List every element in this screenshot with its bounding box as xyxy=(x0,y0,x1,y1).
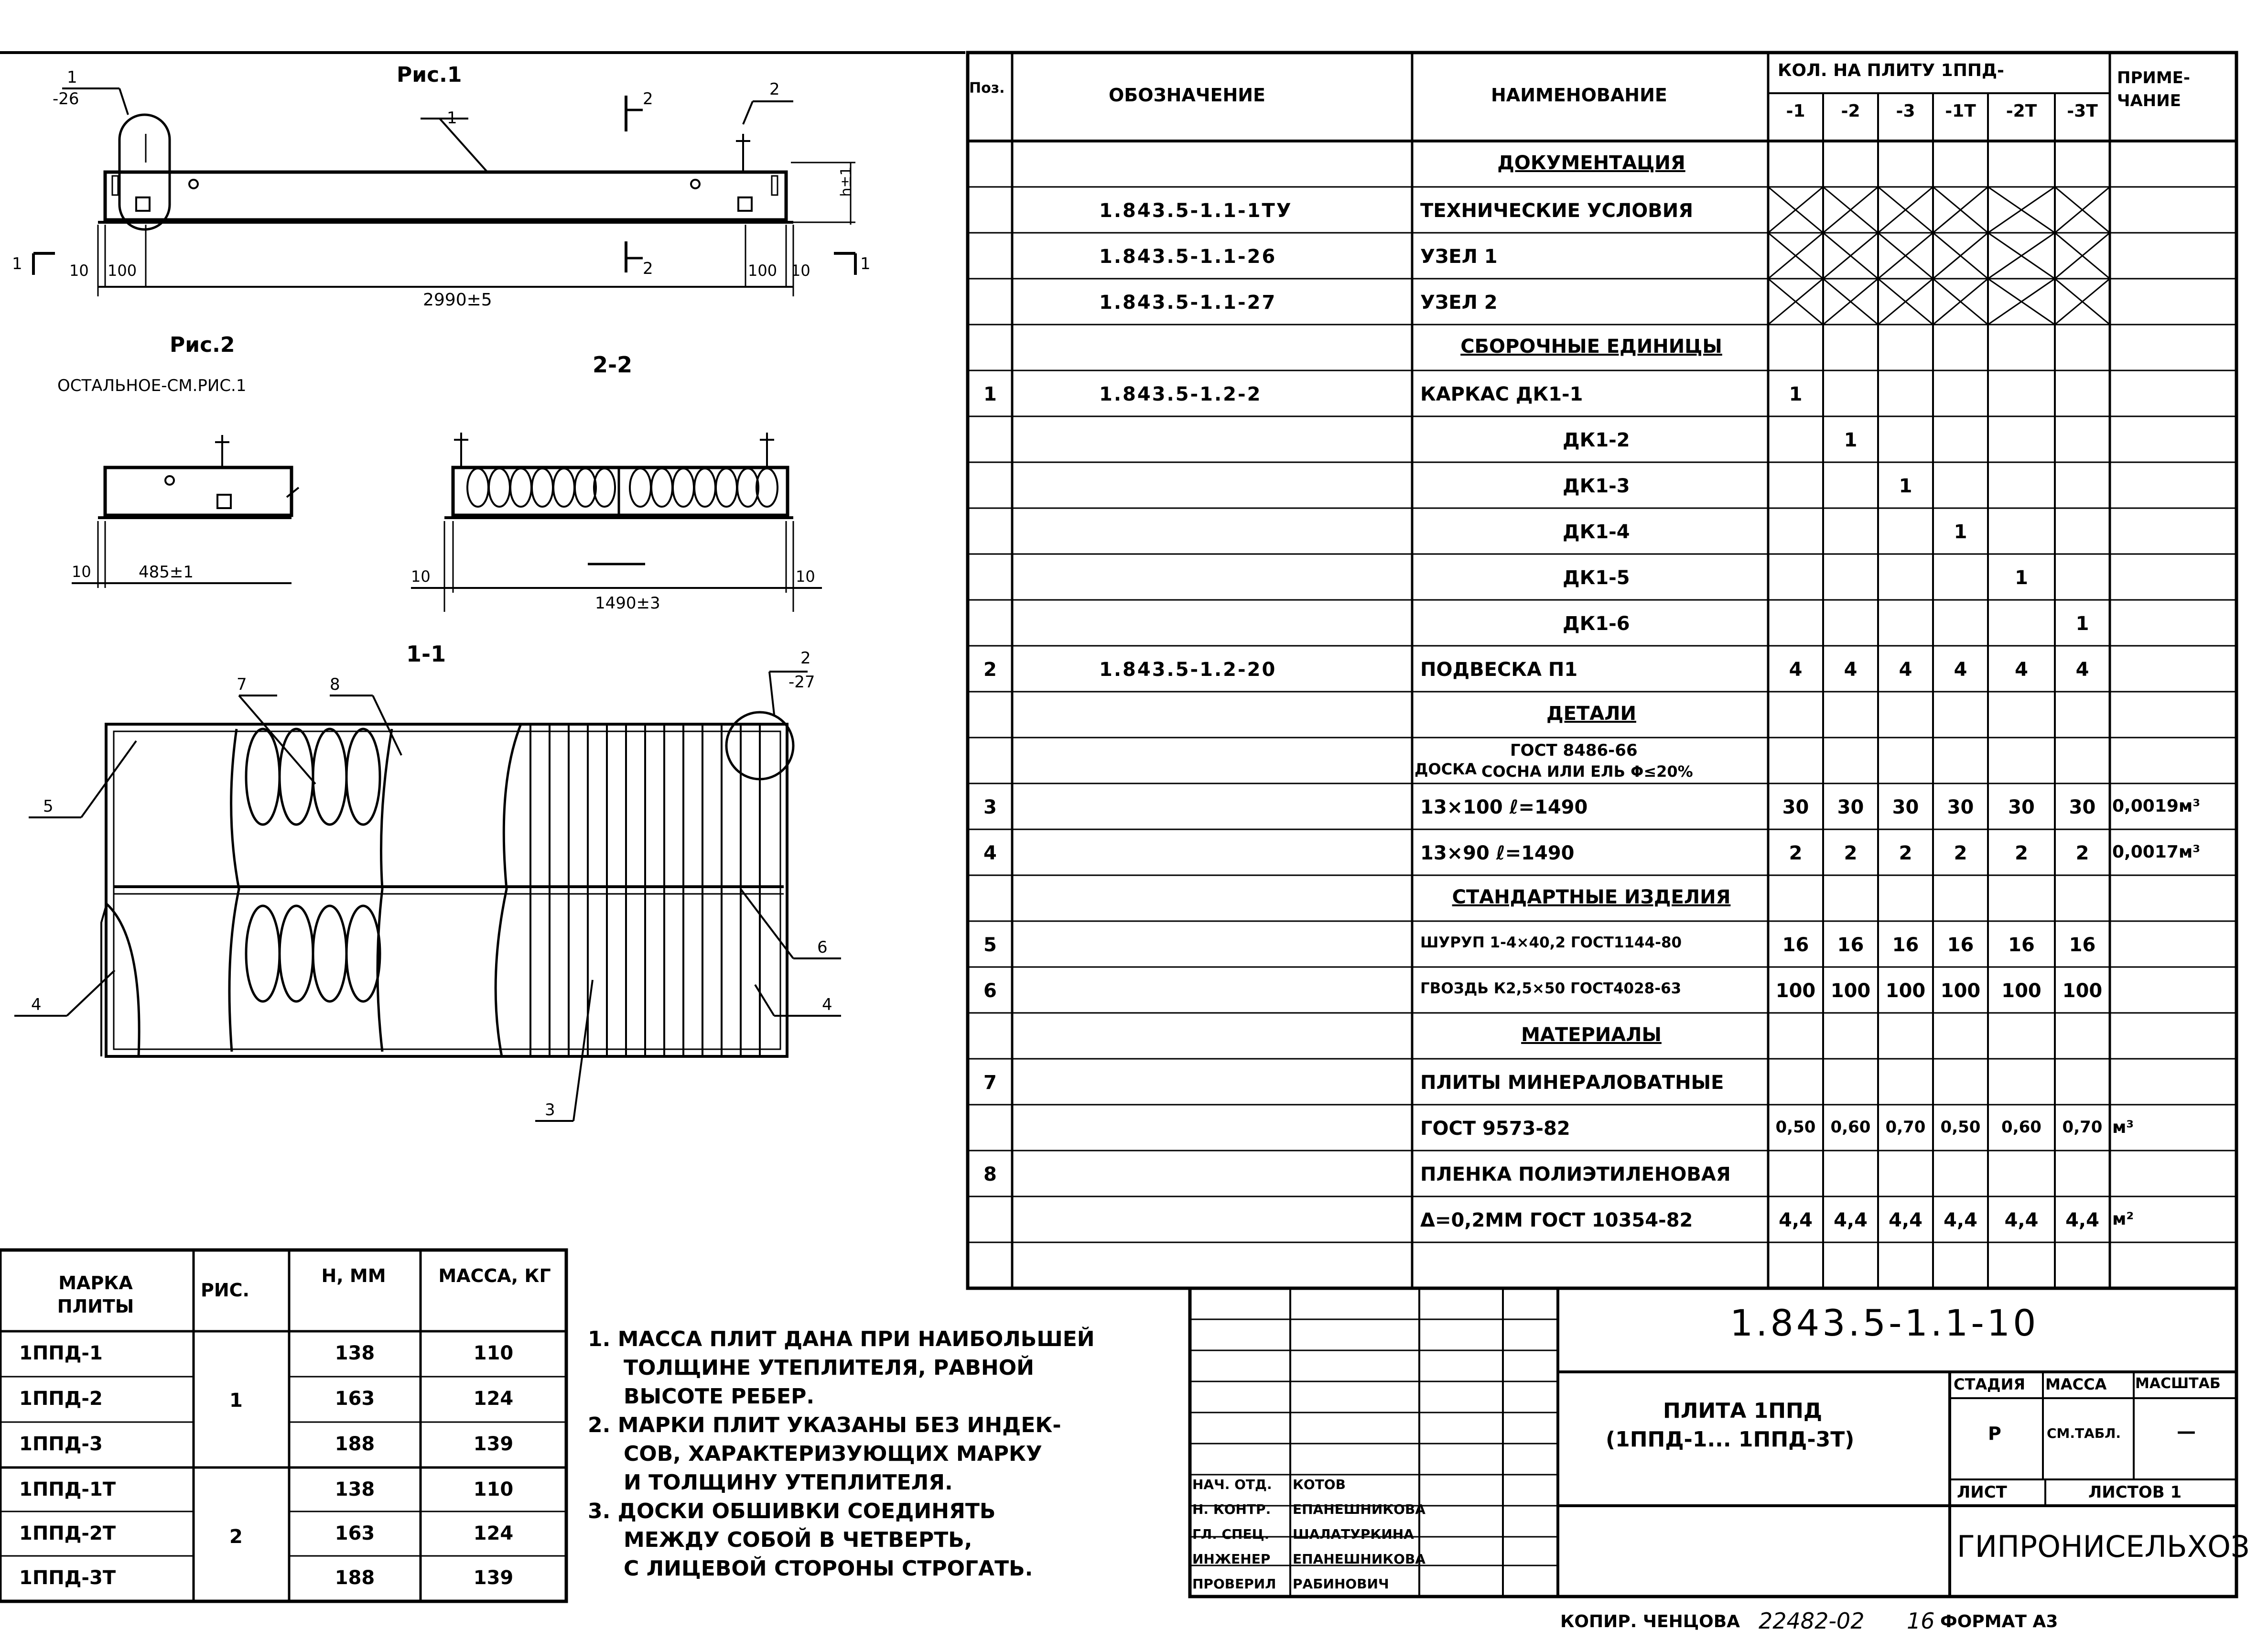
spec-qty-cell: 0,70 xyxy=(2062,1118,2103,1137)
doska-label: ДОСКА xyxy=(1415,760,1477,778)
dim-length: 2990±5 xyxy=(423,290,492,310)
person-role: ИНЖЕНЕР xyxy=(1192,1551,1271,1567)
spec-qty-cell: 30 xyxy=(1782,796,1809,818)
marks-row-h: 163 xyxy=(335,1522,375,1544)
spec-qty-cell: 2 xyxy=(1789,842,1803,864)
spec-qty-cell: 2 xyxy=(2015,842,2028,864)
spec-qty-cell: 2 xyxy=(1844,842,1858,864)
spec-row-name: ГВОЗДЬ К2,5×50 ГОСТ4028-63 xyxy=(1420,980,1682,997)
spec-qty-cell: 4,4 xyxy=(2004,1209,2039,1231)
spec-row-designation: 1.843.5-1.1-26 xyxy=(1099,246,1277,268)
spec-row-note: м³ xyxy=(2112,1118,2134,1137)
spec-qty-cell: 4,4 xyxy=(1834,1209,1868,1231)
spec-row-name: ДК1-5 xyxy=(1563,567,1630,589)
marks-row-mark: 1ППД-1Т xyxy=(19,1478,116,1500)
note-line: 3. ДОСКИ ОБШИВКИ СОЕДИНЯТЬ xyxy=(588,1499,996,1523)
spec-row-name: ДК1-2 xyxy=(1563,429,1630,451)
mass-header: МАССА xyxy=(2045,1375,2107,1393)
marks-row-h: 138 xyxy=(335,1342,375,1364)
spec-qty-cell: 4,4 xyxy=(1944,1209,1977,1231)
sec22-dim-10-right: 10 xyxy=(796,567,815,586)
spec-row-name: Δ=0,2ММ ГОСТ 10354-82 xyxy=(1420,1209,1693,1231)
marks-row-h: 138 xyxy=(335,1478,375,1500)
marks-row-mark: 1ППД-1 xyxy=(19,1342,103,1364)
spec-row-name: ДК1-4 xyxy=(1563,521,1630,543)
spec-row-note: м² xyxy=(2112,1209,2134,1229)
spec-row-pos: 7 xyxy=(983,1072,997,1094)
spec-row-note: 0,0019м³ xyxy=(2112,796,2201,816)
spec-header-note: ПРИМЕ- ЧАНИЕ xyxy=(2117,68,2190,110)
title-line1: ПЛИТА 1ППД xyxy=(1663,1399,1823,1423)
spec-row-name: ТЕХНИЧЕСКИЕ УСЛОВИЯ xyxy=(1420,200,1694,222)
spec-header-designation: ОБОЗНАЧЕНИЕ xyxy=(1109,85,1266,106)
spec-qty-cell: 16 xyxy=(1837,934,1864,956)
dim-100-right: 100 xyxy=(748,261,778,280)
spec-row-name: МАТЕРИАЛЫ xyxy=(1521,1024,1662,1046)
section-1-1-title: 1-1 xyxy=(406,641,446,667)
marks-row-mass: 110 xyxy=(473,1342,514,1364)
person-name: ЕПАНЕШНИКОВА xyxy=(1293,1551,1426,1567)
person-name: КОТОВ xyxy=(1293,1477,1346,1492)
footer-copied: КОПИР. ЧЕНЦОВА xyxy=(1560,1612,1740,1631)
spec-row-name: ШУРУП 1-4×40,2 ГОСТ1144-80 xyxy=(1420,934,1682,951)
spec-row-name: ДОКУМЕНТАЦИЯ xyxy=(1497,152,1685,174)
spec-row-name: СБОРОЧНЫЕ ЕДИНИЦЫ xyxy=(1460,336,1722,358)
mass-value: СМ.ТАБЛ. xyxy=(2047,1425,2121,1441)
pos-label-4-left: 4 xyxy=(31,995,42,1014)
spec-qty-cell: 16 xyxy=(2069,934,2096,956)
marks-row-mass: 110 xyxy=(473,1478,514,1500)
footer-page: 16 xyxy=(1907,1608,1935,1634)
qty-col-header: -2Т xyxy=(2006,101,2037,121)
dim-10-left: 10 xyxy=(69,261,89,280)
pos-label-8: 8 xyxy=(330,675,340,694)
section-2-2-title: 2-2 xyxy=(593,352,633,378)
spec-header-qty: КОЛ. НА ПЛИТУ 1ППД- xyxy=(1778,61,2004,80)
spec-row-pos: 5 xyxy=(983,934,997,956)
pos-label-4-right: 4 xyxy=(822,995,832,1014)
spec-header-pos: Поз. xyxy=(969,80,1005,97)
note-line: ВЫСОТЕ РЕБЕР. xyxy=(624,1384,815,1409)
spec-row-name: ДК1-6 xyxy=(1563,613,1630,635)
section-1-1 xyxy=(14,672,841,1121)
spec-row-name: КАРКАС ДК1-1 xyxy=(1420,383,1583,405)
spec-qty-cell: 2 xyxy=(1954,842,1967,864)
footer-format: ФОРМАТ А3 xyxy=(1940,1612,2058,1631)
spec-row-name: УЗЕЛ 1 xyxy=(1420,246,1498,268)
spec-row-designation: 1.843.5-1.2-2 xyxy=(1099,383,1262,405)
callout-2-label: 2 xyxy=(769,80,780,99)
fig2-title: Рис.2 xyxy=(170,333,235,357)
marks-row-mark: 1ППД-3Т xyxy=(19,1567,116,1589)
spec-qty-cell: 4 xyxy=(1899,659,1912,681)
person-name: ШАЛАТУРКИНА xyxy=(1293,1526,1414,1542)
spec-row-pos: 1 xyxy=(983,383,997,405)
spec-row-name: 13×100 ℓ=1490 xyxy=(1420,796,1588,818)
fig2-note: ОСТАЛЬНОЕ-СМ.РИС.1 xyxy=(57,376,247,395)
callout-1-ref: -26 xyxy=(53,89,79,109)
spec-qty-cell: 2 xyxy=(1899,842,1912,864)
spec-qty-cell: 30 xyxy=(2069,796,2096,818)
fig1-title: Рис.1 xyxy=(397,63,462,87)
spec-qty-cell: 30 xyxy=(1947,796,1974,818)
dim-height: h±1 xyxy=(838,166,855,197)
marks-row-h: 188 xyxy=(335,1433,375,1455)
qty-col-header: -3Т xyxy=(2067,101,2098,121)
spec-row-name: СТАНДАРТНЫЕ ИЗДЕЛИЯ xyxy=(1452,886,1731,908)
spec-qty-cell: 100 xyxy=(1830,980,1871,1002)
note-line: 2. МАРКИ ПЛИТ УКАЗАНЫ БЕЗ ИНДЕК- xyxy=(588,1413,1061,1437)
qty-col-header: -3 xyxy=(1896,101,1915,121)
spec-qty-cell: 16 xyxy=(1892,934,1919,956)
person-role: ГЛ. СПЕЦ. xyxy=(1192,1526,1270,1542)
scale-header: МАСШТАБ xyxy=(2135,1375,2221,1392)
qty-col-header: -1 xyxy=(1786,101,1805,121)
spec-qty-cell: 2 xyxy=(2075,842,2089,864)
pos-label-3: 3 xyxy=(545,1100,555,1119)
qty-col-header: -2 xyxy=(1841,101,1860,121)
note-line: ТОЛЩИНЕ УТЕПЛИТЕЛЯ, РАВНОЙ xyxy=(624,1356,1034,1380)
note-line: МЕЖДУ СОБОЙ В ЧЕТВЕРТЬ, xyxy=(624,1528,972,1552)
marks-row-mass: 124 xyxy=(473,1522,514,1544)
pos-label-7: 7 xyxy=(237,675,247,694)
stage-header: СТАДИЯ xyxy=(1954,1375,2025,1393)
spec-qty-cell: 0,60 xyxy=(2001,1118,2041,1137)
doska-line1: ГОСТ 8486-66 xyxy=(1510,741,1638,760)
figure-1 xyxy=(33,88,855,296)
spec-row-designation: 1.843.5-1.1-27 xyxy=(1099,292,1277,314)
spec-qty-cell: 30 xyxy=(1837,796,1864,818)
marks-header-fig: РИС. xyxy=(201,1280,249,1301)
doska-line2: СОСНА ИЛИ ЕЛЬ Φ≤20% xyxy=(1481,762,1693,781)
spec-qty-cell: 30 xyxy=(2008,796,2035,818)
title-line2: (1ППД-1... 1ППД-3Т) xyxy=(1606,1427,1855,1452)
spec-qty-cell: 0,70 xyxy=(1885,1118,1926,1137)
spec-qty-cell: 1 xyxy=(1954,521,1967,543)
sec22-dim-1490: 1490±3 xyxy=(595,594,660,613)
doc-code: 1.843.5-1.1-10 xyxy=(1730,1302,2039,1344)
spec-row-name: ПЛЕНКА ПОЛИЭТИЛЕНОВАЯ xyxy=(1420,1163,1731,1185)
sec22-dim-10-left: 10 xyxy=(411,567,431,586)
section-mark-2-bottom: 2 xyxy=(643,259,653,278)
spec-qty-cell: 16 xyxy=(1947,934,1974,956)
person-name: РАБИНОВИЧ xyxy=(1293,1576,1389,1592)
spec-qty-cell: 16 xyxy=(2008,934,2035,956)
dim-100-left: 100 xyxy=(108,261,137,280)
marks-row-mark: 1ППД-2Т xyxy=(19,1522,116,1544)
spec-qty-cell: 4 xyxy=(2075,659,2089,681)
spec-qty-cell: 30 xyxy=(1892,796,1919,818)
sheets-label: ЛИСТОВ 1 xyxy=(2088,1483,2182,1502)
spec-qty-cell: 0,50 xyxy=(1775,1118,1816,1137)
marks-header-mass: МАССА, КГ xyxy=(438,1265,551,1286)
footer-number: 22482-02 xyxy=(1759,1608,1865,1634)
marks-header-mark: МАРКА ПЛИТЫ xyxy=(57,1272,134,1317)
marks-fig-group-2: 2 xyxy=(229,1526,243,1548)
spec-qty-cell: 4 xyxy=(1844,659,1858,681)
spec-row-name: 13×90 ℓ=1490 xyxy=(1420,842,1575,864)
stage-value: Р xyxy=(1988,1423,2001,1444)
section-2-2 xyxy=(411,433,822,612)
spec-row-note: 0,0017м³ xyxy=(2112,842,2201,862)
marks-fig-group-1: 1 xyxy=(229,1390,243,1412)
spec-row-designation: 1.843.5-1.2-20 xyxy=(1099,659,1277,681)
marks-header-h: H, ММ xyxy=(321,1265,386,1286)
spec-qty-cell: 1 xyxy=(2015,567,2028,589)
spec-row-pos: 4 xyxy=(983,842,997,864)
marks-row-mark: 1ППД-2 xyxy=(19,1388,103,1410)
spec-row-name: ДК1-3 xyxy=(1563,475,1630,497)
callout-2-ref-plan: -27 xyxy=(788,673,815,692)
org-name: ГИПРОНИСЕЛЬХОЗ xyxy=(1957,1529,2250,1564)
spec-row-name: ПЛИТЫ МИНЕРАЛОВАТНЫЕ xyxy=(1420,1072,1724,1094)
spec-qty-cell: 100 xyxy=(2062,980,2103,1002)
dim-10-right: 10 xyxy=(791,261,810,280)
spec-row-pos: 6 xyxy=(983,980,997,1002)
person-name: ЕПАНЕШНИКОВА xyxy=(1293,1501,1426,1517)
spec-qty-cell: 4 xyxy=(2015,659,2028,681)
section-mark-2-top: 2 xyxy=(643,89,653,109)
marks-row-h: 163 xyxy=(335,1388,375,1410)
qty-col-header: -1Т xyxy=(1945,101,1976,121)
spec-qty-cell: 4,4 xyxy=(1779,1209,1813,1231)
person-role: Н. КОНТР. xyxy=(1192,1501,1271,1517)
spec-qty-cell: 1 xyxy=(2075,613,2089,635)
note-line: С ЛИЦЕВОЙ СТОРОНЫ СТРОГАТЬ. xyxy=(624,1556,1033,1581)
pos-label-5: 5 xyxy=(43,797,54,816)
spec-qty-cell: 0,60 xyxy=(1830,1118,1871,1137)
spec-qty-cell: 16 xyxy=(1782,934,1809,956)
spec-header-name: НАИМЕНОВАНИЕ xyxy=(1491,85,1667,106)
spec-row-pos: 2 xyxy=(983,659,997,681)
spec-qty-cell: 4,4 xyxy=(1889,1209,1922,1231)
pos-label-1: 1 xyxy=(447,109,457,128)
spec-qty-cell: 4 xyxy=(1789,659,1803,681)
callout-1-label: 1 xyxy=(67,68,77,87)
spec-row-name: УЗЕЛ 2 xyxy=(1420,292,1498,314)
spec-row-name: ДЕТАЛИ xyxy=(1546,703,1636,725)
spec-row-name: ПОДВЕСКА П1 xyxy=(1420,659,1578,681)
section-mark-1-left: 1 xyxy=(12,254,22,273)
fig2-dim-10: 10 xyxy=(72,563,91,581)
spec-row-pos: 3 xyxy=(983,796,997,818)
marks-row-h: 188 xyxy=(335,1567,375,1589)
note-line: 1. МАССА ПЛИТ ДАНА ПРИ НАИБОЛЬШЕЙ xyxy=(588,1327,1095,1351)
spec-row-designation: 1.843.5-1.1-1ТУ xyxy=(1099,200,1293,222)
marks-row-mass: 139 xyxy=(473,1433,514,1455)
scale-value: — xyxy=(2177,1421,2196,1443)
note-line: СОВ, ХАРАКТЕРИЗУЮЩИХ МАРКУ xyxy=(624,1442,1042,1466)
pos-label-6: 6 xyxy=(817,938,828,957)
spec-qty-cell: 100 xyxy=(1775,980,1816,1002)
section-mark-1-right: 1 xyxy=(860,254,871,273)
spec-qty-cell: 1 xyxy=(1789,383,1803,405)
spec-row-pos: 8 xyxy=(983,1163,997,1185)
spec-qty-cell: 4,4 xyxy=(2065,1209,2099,1231)
marks-row-mark: 1ППД-3 xyxy=(19,1433,103,1455)
fig2-dim-485: 485±1 xyxy=(139,563,194,582)
note-line: И ТОЛЩИНУ УТЕПЛИТЕЛЯ. xyxy=(624,1470,953,1495)
spec-row-name: ГОСТ 9573-82 xyxy=(1420,1118,1570,1140)
callout-2-label-plan: 2 xyxy=(800,649,811,668)
marks-row-mass: 139 xyxy=(473,1567,514,1589)
spec-qty-cell: 1 xyxy=(1899,475,1912,497)
spec-qty-cell: 100 xyxy=(1940,980,1981,1002)
spec-qty-cell: 4 xyxy=(1954,659,1967,681)
spec-qty-cell: 1 xyxy=(1844,429,1858,451)
sheet-label: ЛИСТ xyxy=(1957,1483,2007,1502)
person-role: ПРОВЕРИЛ xyxy=(1192,1576,1276,1592)
spec-qty-cell: 100 xyxy=(1885,980,1926,1002)
marks-row-mass: 124 xyxy=(473,1388,514,1410)
spec-qty-cell: 0,50 xyxy=(1940,1118,1981,1137)
spec-qty-cell: 100 xyxy=(2001,980,2041,1002)
person-role: НАЧ. ОТД. xyxy=(1192,1477,1272,1492)
